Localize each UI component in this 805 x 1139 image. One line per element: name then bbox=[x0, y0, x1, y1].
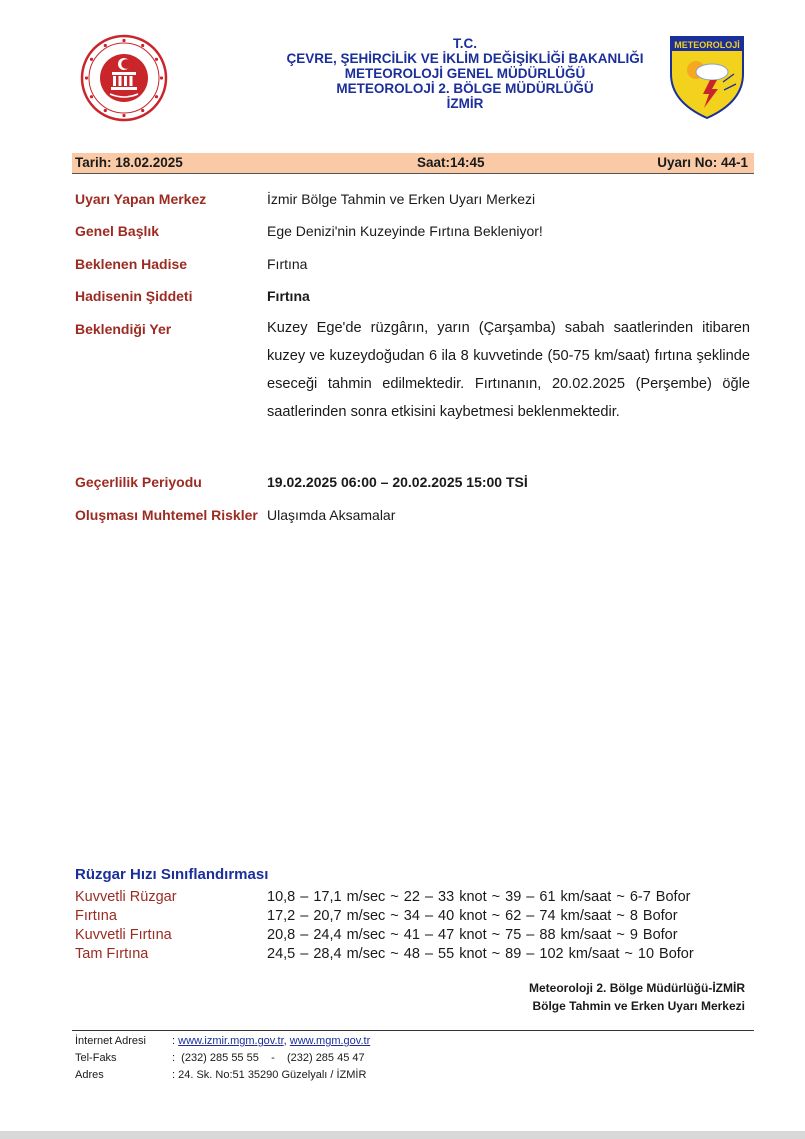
page-bottom-edge bbox=[0, 1131, 805, 1139]
link-izmir-mgm[interactable]: www.izmir.mgm.gov.tr bbox=[178, 1035, 284, 1047]
wind-class-name: Tam Fırtına bbox=[75, 946, 149, 962]
footer-divider bbox=[72, 1030, 754, 1031]
wind-class-spec: 17,2 – 20,7 m/sec ~ 34 – 40 knot ~ 62 – 74 km/saat ~ 8 Bofor bbox=[267, 908, 678, 924]
field-label-severity: Hadisenin Şiddeti bbox=[75, 288, 193, 304]
field-value-location: Kuzey Ege'de rüzgârın, yarın (Çarşamba) sabah saatlerinden itibaren kuzey ve kuzeydoğudan 6 ila 8 kuvvetinde (50-75 km/saat) fırtına şeklinde eseceği tahmin edilmektedir. Fırtınanın, 20.02.2025 (Perşembe) öğle saatlerinden sonra etkisini kaybetmesi beklenmektedir. bbox=[267, 320, 750, 420]
footer-internet-label: İnternet Adresi bbox=[75, 1035, 146, 1047]
header-line-city: İZMİR bbox=[446, 96, 484, 111]
field-label-risks: Oluşması Muhtemel Riskler bbox=[75, 507, 258, 523]
footer-address-value: : 24. Sk. No:51 35290 Güzelyalı / İZMİR bbox=[172, 1069, 367, 1081]
field-label-location: Beklendiği Yer bbox=[75, 321, 172, 337]
field-value-risks: Ulaşımda Aksamalar bbox=[267, 507, 396, 523]
header-line-tc: T.C. bbox=[452, 36, 477, 51]
shield-logo-text: METEOROLOJİ bbox=[674, 40, 740, 50]
wind-class-spec: 24,5 – 28,4 m/sec ~ 48 – 55 knot ~ 89 – 102 km/saat ~ 10 Bofor bbox=[267, 946, 694, 962]
field-value-title: Ege Denizi'nin Kuzeyinde Fırtına Bekleniyor! bbox=[267, 223, 543, 239]
meteorology-shield-logo bbox=[668, 34, 746, 120]
footer-tel-label: Tel-Faks bbox=[75, 1052, 117, 1064]
footer-link-separator: , bbox=[283, 1035, 287, 1047]
field-label-validity: Geçerlilik Periyodu bbox=[75, 474, 202, 490]
field-value-event: Fırtına bbox=[267, 256, 308, 272]
link-mgm[interactable]: www.mgm.gov.tr bbox=[289, 1035, 371, 1047]
header-line-directorate: METEOROLOJİ GENEL MÜDÜRLÜĞÜ bbox=[344, 66, 586, 81]
signature-office: Meteoroloji 2. Bölge Müdürlüğü-İZMİR bbox=[529, 981, 745, 995]
footer-address-label: Adres bbox=[75, 1069, 104, 1081]
field-label-event: Beklenen Hadise bbox=[75, 256, 188, 272]
ministry-seal-logo bbox=[80, 34, 168, 122]
footer-tel-value: : (232) 285 55 55 - (232) 285 45 47 bbox=[172, 1052, 365, 1064]
wind-class-name: Kuvvetli Rüzgar bbox=[75, 889, 177, 905]
issue-date: Tarih: 18.02.2025 bbox=[75, 155, 183, 170]
field-value-center: İzmir Bölge Tahmin ve Erken Uyarı Merkezi bbox=[267, 191, 536, 207]
wind-class-spec: 10,8 – 17,1 m/sec ~ 22 – 33 knot ~ 39 – 61 km/saat ~ 6-7 Bofor bbox=[267, 889, 691, 905]
signature-center: Bölge Tahmin ve Erken Uyarı Merkezi bbox=[532, 999, 745, 1013]
wind-class-spec: 20,8 – 24,4 m/sec ~ 41 – 47 knot ~ 75 – 88 km/saat ~ 9 Bofor bbox=[267, 927, 678, 943]
wind-classification-title: Rüzgar Hızı Sınıflandırması bbox=[75, 866, 269, 883]
warning-number: Uyarı No: 44-1 bbox=[657, 155, 748, 170]
issue-time: Saat:14:45 bbox=[417, 155, 485, 170]
wind-class-name: Kuvvetli Fırtına bbox=[75, 927, 172, 943]
ministry-header bbox=[240, 36, 690, 111]
footer-colon: : bbox=[172, 1035, 176, 1047]
header-line-ministry: ÇEVRE, ŞEHİRCİLİK VE İKLİM DEĞİŞİKLİĞİ BAKANLIĞI bbox=[286, 51, 644, 66]
field-value-severity: Fırtına bbox=[267, 288, 310, 304]
wind-class-name: Fırtına bbox=[75, 908, 117, 924]
footer-internet-links bbox=[172, 1035, 370, 1047]
field-value-validity: 19.02.2025 06:00 – 20.02.2025 15:00 TSİ bbox=[267, 474, 528, 490]
field-label-title: Genel Başlık bbox=[75, 223, 160, 239]
warning-info-bar bbox=[72, 153, 754, 174]
field-label-center: Uyarı Yapan Merkez bbox=[75, 191, 207, 207]
header-line-region: METEOROLOJİ 2. BÖLGE MÜDÜRLÜĞÜ bbox=[336, 81, 594, 96]
